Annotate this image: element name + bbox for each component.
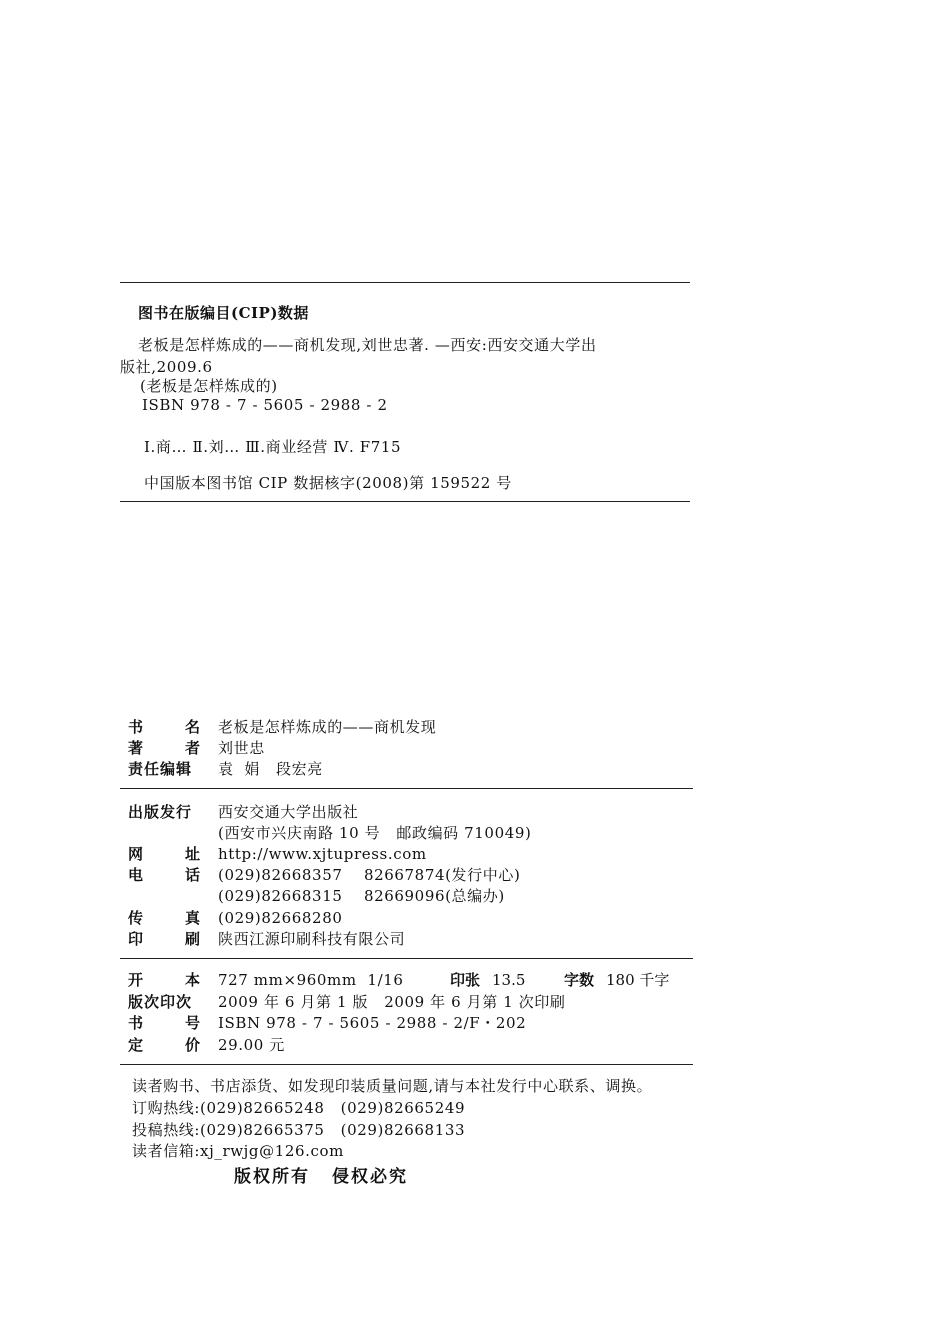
copyright-a: 版权所有 [234,1167,310,1187]
publisher-address: (西安市兴庆南路 10 号 邮政编码 710049) [218,824,532,842]
cip-title: 图书在版编目(CIP)数据 [138,304,309,322]
cip-bottom-rule [120,501,690,502]
order-hotline: 订购热线:(029)82665248 (029)82665249 [132,1099,466,1117]
book-title-label: 书 名 [128,718,200,736]
format: 727 mm×960mm 1/16 [218,971,404,989]
phone-label: 电 话 [128,866,200,884]
divider-3 [120,1064,693,1065]
editors: 袁 娟 段宏亮 [218,760,323,778]
cip-line-3: (老板是怎样炼成的) [140,377,278,395]
cip-line-2: 版社,2009.6 [120,358,213,376]
format-label: 开 本 [128,971,200,989]
author: 刘世忠 [218,739,265,757]
divider-1 [120,788,693,789]
fax-label: 传 真 [128,909,200,927]
copyright-notice [234,1162,408,1187]
reader-email: 读者信箱:xj_rwjg@126.com [132,1142,344,1160]
phone-2: (029)82668315 82669096(总编办) [218,887,505,905]
words: 180 千字 [606,971,670,989]
edition: 2009 年 6 月第 1 版 2009 年 6 月第 1 次印刷 [218,993,566,1011]
submission-hotline: 投稿热线:(029)82665375 (029)82668133 [132,1121,466,1139]
printer: 陕西江源印刷科技有限公司 [218,930,406,948]
price: 29.00 元 [218,1036,285,1054]
web-label: 网 址 [128,845,200,863]
author-label: 著 者 [128,739,200,757]
price-label: 定 价 [128,1036,200,1054]
publisher-name: 西安交通大学出版社 [218,803,359,821]
sheets: 13.5 [492,971,526,989]
sheets-label: 印张 [450,971,481,989]
editor-label: 责任编辑 [128,760,193,778]
divider-2 [120,958,693,959]
copyright-b: 侵权必究 [332,1167,408,1187]
publisher-label: 出版发行 [128,803,193,821]
cip-classification: Ⅰ.商… Ⅱ.刘… Ⅲ.商业经营 Ⅳ. F715 [144,438,402,456]
book-title: 老板是怎样炼成的——商机发现 [218,718,437,736]
cip-line-1: 老板是怎样炼成的——商机发现,刘世忠著. —西安:西安交通大学出 [138,336,597,354]
notice-line-1: 读者购书、书店添货、如发现印装质量问题,请与本社发行中心联系、调换。 [132,1077,653,1095]
isbn: ISBN 978 - 7 - 5605 - 2988 - 2/F・202 [218,1014,527,1032]
words-label: 字数 [564,971,595,989]
cip-library-note: 中国版本图书馆 CIP 数据核字(2008)第 159522 号 [144,474,512,492]
edition-label: 版次印次 [128,993,193,1011]
phone-1: (029)82668357 82667874(发行中心) [218,866,521,884]
web-address: http://www.xjtupress.com [218,845,427,863]
printer-label: 印 刷 [128,930,200,948]
cip-isbn: ISBN 978 - 7 - 5605 - 2988 - 2 [142,396,388,414]
fax: (029)82668280 [218,909,343,927]
cip-top-rule [120,282,690,283]
isbn-label: 书 号 [128,1014,200,1032]
